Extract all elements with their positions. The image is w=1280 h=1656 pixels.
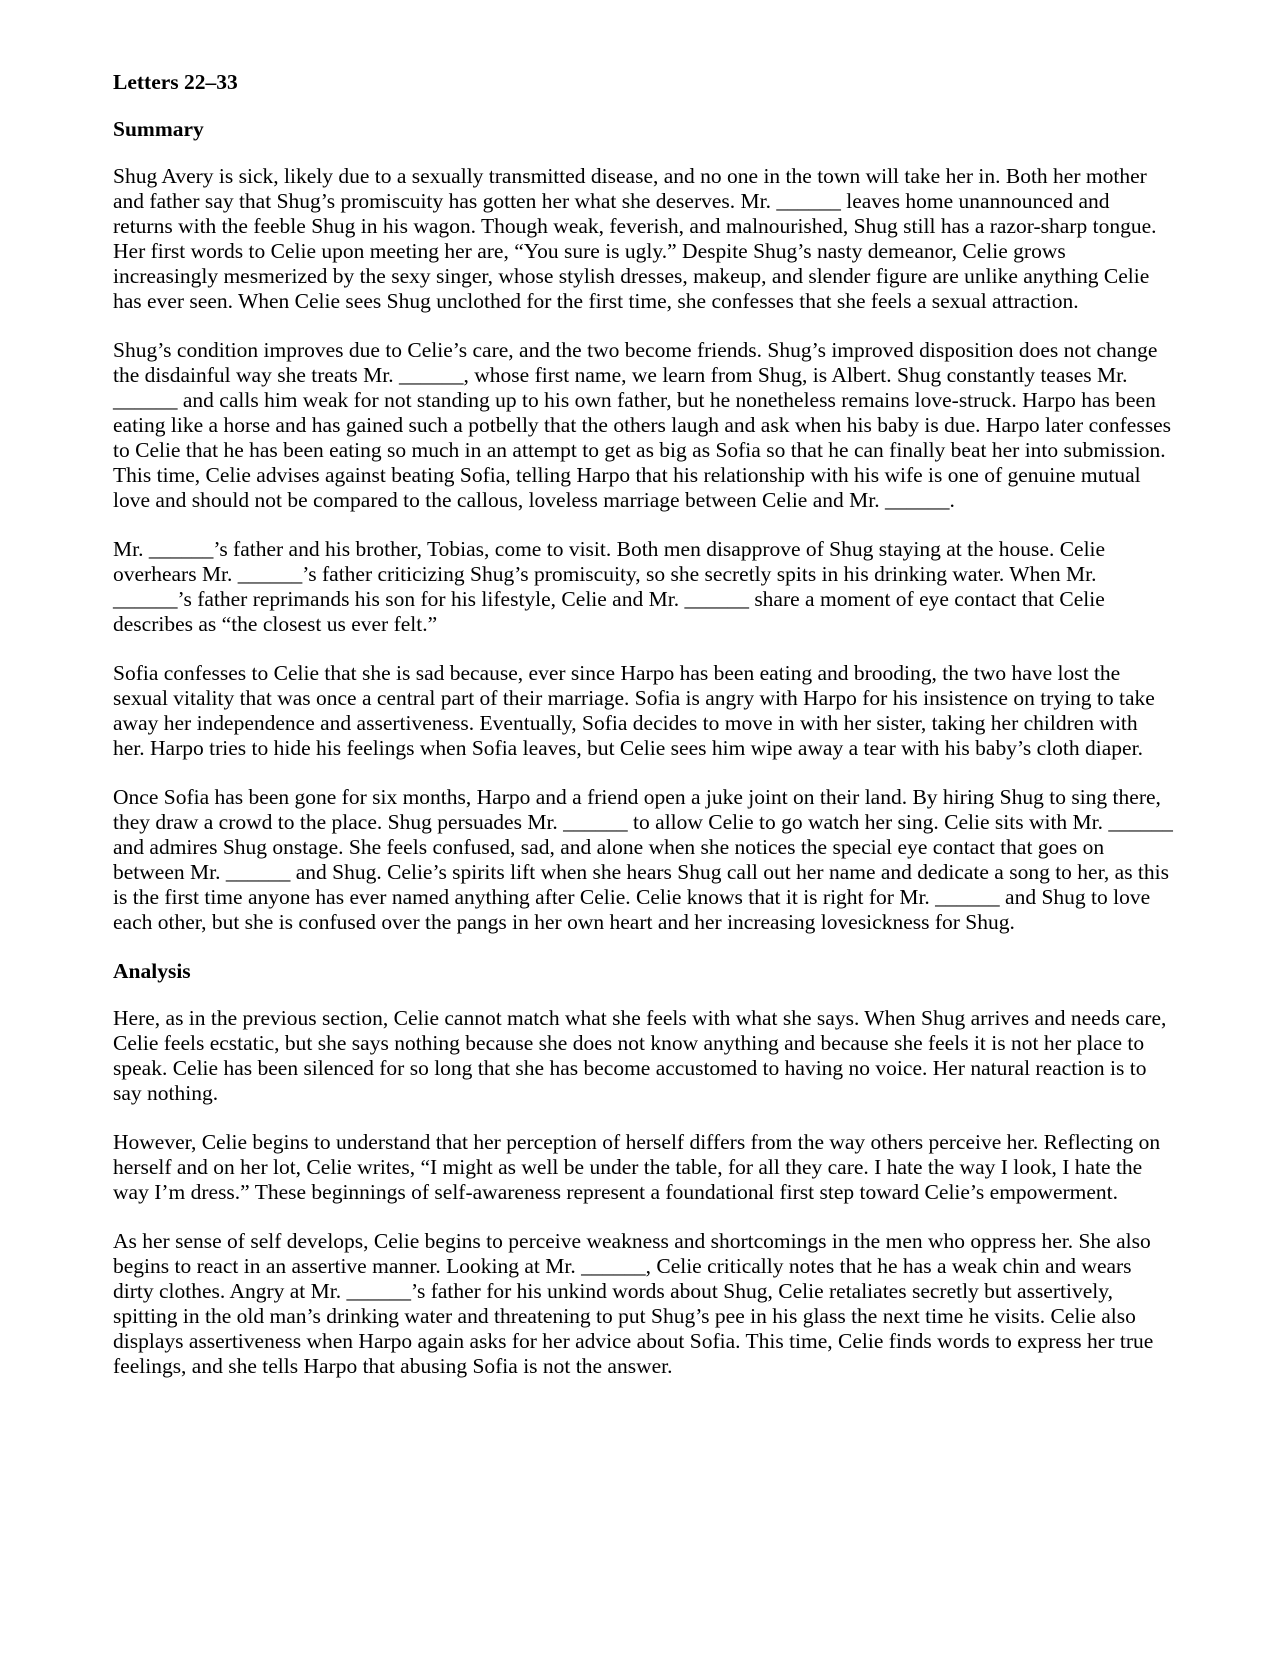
summary-paragraph: Shug Avery is sick, likely due to a sexually transmitted disease, and no one in the town will take her in. Both her mother and father say that Shug’s promiscuity has gotten her what she deserves. Mr. ______ leaves home unannounced and returns with the feeble Shug in his wagon. Though weak, feverish, and malnourished, Shug still has a razor-sharp tongue. Her first words to Celie upon meeting her are, “You sure is ugly.” Despite Shug’s nasty demeanor, Celie grows increasingly mesmerized by the sexy singer, whose stylish dresses, makeup, and slender figure are unlike anything Celie has ever seen. When Celie sees Shug unclothed for the first time, she confesses that she feels a sexual attraction. [113,164,1157,313]
summary-paragraph: Sofia confesses to Celie that she is sad because, ever since Harpo has been eating and brooding, the two have lost the sexual vitality that was once a central part of their marriage. Sofia is angry with Harpo for his insistence on trying to take away her independence and assertiveness. Eventually, Sofia decides to move in with her sister, taking her children with her. Harpo tries to hide his feelings when Sofia leaves, but Celie sees him wipe away a tear with his baby’s cloth diaper. [113,661,1155,760]
summary-paragraph: Shug’s condition improves due to Celie’s care, and the two become friends. Shug’s improved disposition does not change the disdainful way she treats Mr. ______, whose first name, we learn from Shug, is Albert. Shug constantly teases Mr. ______ and calls him weak for not standing up to his own father, but he nonetheless remains love-struck. Harpo has been eating like a horse and has gained such a potbelly that the others laugh and ask when his baby is due. Harpo later confesses to Celie that he has been eating so much in an attempt to get as big as Sofia so that he can finally beat her into submission. This time, Celie advises against beating Sofia, telling Harpo that his relationship with his wife is one of genuine mutual love and should not be compared to the callous, loveless marriage between Celie and Mr. ______. [113,338,1171,512]
summary-heading: Summary [113,117,204,141]
analysis-paragraph: However, Celie begins to understand that her perception of herself differs from the way others perceive her. Reflecting on herself and on her lot, Celie writes, “I might as well be under the table, for all they care. I hate the way I look, I hate the way I’m dress.” These beginnings of self-awareness represent a foundational first step toward Celie’s empowerment. [113,1130,1161,1204]
summary-paragraph: Mr. ______’s father and his brother, Tobias, come to visit. Both men disapprove of Shug staying at the house. Celie overhears Mr. ______’s father criticizing Shug’s promiscuity, so she secretly spits in his drinking water. When Mr. ______’s father reprimands his son for his lifestyle, Celie and Mr. ______ share a moment of eye contact that Celie describes as “the closest us ever felt.” [113,537,1106,636]
analysis-heading: Analysis [113,959,191,983]
analysis-paragraph: As her sense of self develops, Celie begins to perceive weakness and shortcomings in the men who oppress her. She also begins to react in an assertive manner. Looking at Mr. ______, Celie critically notes that he has a weak chin and wears dirty clothes. Angry at Mr. ______’s father for his unkind words about Shug, Celie retaliates secretly but assertively, spitting in the old man’s drinking water and threatening to put Shug’s pee in his glass the next time he visits. Celie also displays assertiveness when Harpo again asks for her advice about Sofia. This time, Celie finds words to express her true feelings, and she tells Harpo that abusing Sofia is not the answer. [113,1229,1154,1378]
summary-paragraph: Once Sofia has been gone for six months, Harpo and a friend open a juke joint on their land. By hiring Shug to sing there, they draw a crowd to the place. Shug persuades Mr. ______ to allow Celie to go watch her sing. Celie sits with Mr. ______ and admires Shug onstage. She feels confused, sad, and alone when she notices the special eye contact that goes on between Mr. ______ and Shug. Celie’s spirits lift when she hears Shug call out her name and dedicate a song to her, as this is the first time anyone has ever named anything after Celie. Celie knows that it is right for Mr. ______ and Shug to love each other, but she is confused over the pangs in her own heart and her increasing lovesickness for Shug. [113,785,1173,934]
document-title: Letters 22–33 [113,70,238,94]
document-page [113,70,1173,1403]
analysis-paragraph: Here, as in the previous section, Celie cannot match what she feels with what she says. When Shug arrives and needs care, Celie feels ecstatic, but she says nothing because she does not know anything and because she feels it is not her place to speak. Celie has been silenced for so long that she has become accustomed to having no voice. Her natural reaction is to say nothing. [113,1006,1167,1105]
